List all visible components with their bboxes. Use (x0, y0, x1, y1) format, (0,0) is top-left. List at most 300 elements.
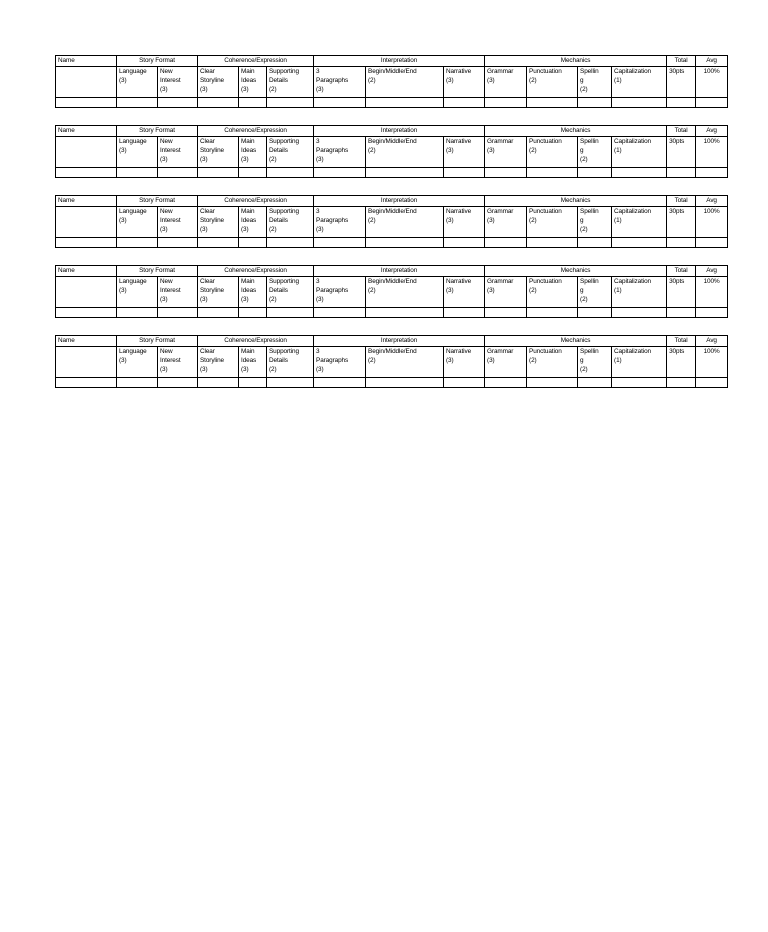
criterion-text: (1) (614, 287, 622, 294)
total-points: 30pts (669, 138, 685, 145)
score-entry-cell[interactable] (612, 98, 667, 108)
criterion-text: (3) (241, 296, 249, 303)
score-entry-cell[interactable] (117, 168, 158, 178)
name-header (56, 266, 117, 277)
score-entry-cell[interactable] (696, 308, 728, 318)
criterion-text: (2) (529, 77, 537, 84)
avg-header (696, 126, 728, 137)
criterion-cell (444, 207, 485, 238)
rubric-table (55, 195, 728, 248)
criterion-text: Main (241, 208, 255, 215)
criterion-text: (3) (200, 296, 208, 303)
score-entry-cell[interactable] (444, 98, 485, 108)
score-entry-cell[interactable] (578, 168, 612, 178)
total-header (667, 196, 696, 207)
criterion-cell (198, 207, 239, 238)
criterion-text: Ideas (241, 147, 257, 154)
score-entry-cell[interactable] (667, 308, 696, 318)
score-entry-cell[interactable] (366, 168, 444, 178)
criterion-cell (117, 207, 158, 238)
criterion-text: (3) (241, 366, 249, 373)
score-entry-cell[interactable] (198, 378, 239, 388)
criterion-text: (3) (487, 357, 495, 364)
score-entry-cell[interactable] (267, 308, 314, 318)
name-cell[interactable] (56, 207, 117, 238)
score-entry-cell[interactable] (612, 168, 667, 178)
story-format-header (117, 196, 198, 207)
avg-percent: 100% (703, 348, 720, 355)
total-label: Total (674, 57, 688, 64)
criterion-text: Storyline (200, 147, 224, 154)
score-entry-cell[interactable] (239, 168, 267, 178)
criterion-text: 3 (316, 348, 320, 355)
criterion-text: Capitalization (614, 208, 652, 215)
avg-header (696, 56, 728, 67)
mechanics-header (485, 196, 667, 207)
coherence-header (198, 196, 314, 207)
criterion-cell (366, 347, 444, 378)
criterion-cell (314, 67, 366, 98)
avg-header (696, 196, 728, 207)
avg-label: Avg (706, 337, 717, 344)
criterion-cell (485, 277, 527, 308)
criterion-text: (2) (368, 217, 376, 224)
criterion-cell (612, 207, 667, 238)
criterion-text: Spellin (580, 348, 599, 355)
score-entry-cell[interactable] (56, 168, 117, 178)
story-format-header (117, 336, 198, 347)
score-entry-cell[interactable] (527, 308, 578, 318)
score-entry-cell[interactable] (696, 238, 728, 248)
story-format-label: Story Format (139, 337, 175, 344)
criterion-text: Storyline (200, 217, 224, 224)
criterion-text: Clear (200, 208, 215, 215)
criterion-text: (3) (200, 156, 208, 163)
avg-label: Avg (706, 197, 717, 204)
criterion-text: (3) (241, 226, 249, 233)
criterion-cell (527, 347, 578, 378)
criterion-text: Ideas (241, 217, 257, 224)
criterion-text: (2) (580, 296, 588, 303)
score-entry-cell[interactable] (578, 238, 612, 248)
criterion-text: (3) (316, 226, 324, 233)
avg-header (696, 336, 728, 347)
score-entry-cell[interactable] (314, 238, 366, 248)
interpretation-label: Interpretation (380, 127, 418, 134)
criterion-text: Begin/Middle/End (368, 68, 417, 75)
criterion-cell (444, 67, 485, 98)
score-entry-cell[interactable] (444, 308, 485, 318)
coherence-header (198, 266, 314, 277)
criterion-text: (2) (580, 226, 588, 233)
score-entry-cell[interactable] (239, 378, 267, 388)
criterion-text: Main (241, 348, 255, 355)
total-label: Total (674, 267, 688, 274)
criterion-text: (3) (160, 86, 168, 93)
interpretation-header (314, 126, 485, 137)
criterion-text: (1) (614, 147, 622, 154)
name-cell[interactable] (56, 277, 117, 308)
score-entry-cell[interactable] (444, 238, 485, 248)
criterion-cell (578, 207, 612, 238)
score-entry-cell[interactable] (612, 238, 667, 248)
criterion-text: Capitalization (614, 68, 652, 75)
score-entry-cell[interactable] (158, 98, 198, 108)
criterion-text: (3) (160, 296, 168, 303)
total-header (667, 126, 696, 137)
score-entry-cell[interactable] (117, 238, 158, 248)
criterion-text: Punctuation (529, 278, 562, 285)
mechanics-header (485, 126, 667, 137)
story-format-header (117, 266, 198, 277)
criterion-text: Begin/Middle/End (368, 138, 417, 145)
coherence-label: Coherence/Expression (224, 337, 287, 344)
criterion-text: (3) (241, 156, 249, 163)
criterion-cell (117, 67, 158, 98)
story-format-label: Story Format (139, 197, 175, 204)
criterion-text: Paragraphs (316, 357, 349, 364)
criterion-text: (2) (269, 296, 277, 303)
criterion-text: Ideas (241, 77, 257, 84)
score-entry-cell[interactable] (158, 378, 198, 388)
score-entry-cell[interactable] (696, 98, 728, 108)
avg-label: Avg (706, 57, 717, 64)
criterion-text: (3) (119, 287, 127, 294)
criterion-text: Grammar (487, 208, 514, 215)
avg-percent-cell (696, 67, 728, 98)
criterion-cell (366, 277, 444, 308)
name-cell[interactable] (56, 67, 117, 98)
mechanics-label: Mechanics (560, 197, 591, 204)
criterion-cell (267, 347, 314, 378)
interpretation-header (314, 196, 485, 207)
score-entry-cell[interactable] (366, 378, 444, 388)
criterion-text: (2) (269, 156, 277, 163)
mechanics-label: Mechanics (560, 127, 591, 134)
score-entry-cell[interactable] (314, 308, 366, 318)
criterion-text: (3) (160, 366, 168, 373)
criterion-text: (3) (200, 86, 208, 93)
score-entry-cell[interactable] (366, 238, 444, 248)
score-entry-cell[interactable] (158, 238, 198, 248)
criterion-cell (527, 137, 578, 168)
criterion-text: Details (269, 357, 288, 364)
score-entry-cell[interactable] (612, 308, 667, 318)
score-entry-cell[interactable] (117, 308, 158, 318)
criterion-text: Spellin (580, 208, 599, 215)
interpretation-label: Interpretation (380, 57, 418, 64)
criterion-text: Storyline (200, 357, 224, 364)
score-entry-cell[interactable] (314, 378, 366, 388)
criterion-cell (158, 347, 198, 378)
score-entry-cell[interactable] (158, 168, 198, 178)
coherence-label: Coherence/Expression (224, 57, 287, 64)
score-entry-cell[interactable] (696, 378, 728, 388)
total-points-cell (667, 207, 696, 238)
criterion-cell (366, 67, 444, 98)
criterion-cell (198, 67, 239, 98)
name-header (56, 196, 117, 207)
score-entry-cell[interactable] (117, 378, 158, 388)
criterion-text: Details (269, 287, 288, 294)
criterion-cell (444, 347, 485, 378)
coherence-header (198, 336, 314, 347)
avg-percent: 100% (703, 278, 720, 285)
avg-percent-cell (696, 137, 728, 168)
mechanics-header (485, 56, 667, 67)
criterion-text: Narrative (446, 68, 472, 75)
criterion-text: Clear (200, 278, 215, 285)
score-entry-cell[interactable] (366, 308, 444, 318)
score-entry-cell[interactable] (198, 308, 239, 318)
criterion-text: Supporting (269, 348, 299, 355)
criterion-text: Paragraphs (316, 77, 349, 84)
criterion-text: Storyline (200, 77, 224, 84)
criterion-text: (2) (580, 366, 588, 373)
name-label: Name (58, 337, 75, 344)
criterion-cell (198, 137, 239, 168)
criterion-text: Interest (160, 77, 181, 84)
story-format-label: Story Format (139, 267, 175, 274)
criterion-cell (158, 67, 198, 98)
score-entry-cell[interactable] (239, 238, 267, 248)
criterion-text: Punctuation (529, 68, 562, 75)
criterion-cell (158, 277, 198, 308)
criterion-text: Spellin (580, 278, 599, 285)
criterion-cell (527, 277, 578, 308)
criterion-cell (117, 137, 158, 168)
score-entry-cell[interactable] (444, 378, 485, 388)
score-entry-cell[interactable] (267, 238, 314, 248)
criterion-text: (3) (487, 287, 495, 294)
criterion-text: Language (119, 138, 147, 145)
criterion-text: (3) (446, 287, 454, 294)
score-entry-cell[interactable] (485, 378, 527, 388)
name-label: Name (58, 197, 75, 204)
score-entry-cell[interactable] (267, 378, 314, 388)
score-entry-cell[interactable] (485, 98, 527, 108)
coherence-label: Coherence/Expression (224, 267, 287, 274)
avg-percent: 100% (703, 138, 720, 145)
criterion-text: Interest (160, 357, 181, 364)
interpretation-label: Interpretation (380, 197, 418, 204)
criterion-text: (3) (487, 77, 495, 84)
criterion-text: (3) (200, 226, 208, 233)
total-label: Total (674, 337, 688, 344)
criterion-text: Spellin (580, 138, 599, 145)
score-entry-cell[interactable] (667, 98, 696, 108)
score-entry-cell[interactable] (527, 98, 578, 108)
criterion-text: (2) (368, 287, 376, 294)
score-entry-cell[interactable] (667, 168, 696, 178)
criterion-text: Begin/Middle/End (368, 278, 417, 285)
name-cell[interactable] (56, 137, 117, 168)
score-entry-cell[interactable] (267, 98, 314, 108)
criterion-text: Narrative (446, 208, 472, 215)
mechanics-header (485, 266, 667, 277)
criterion-text: Supporting (269, 208, 299, 215)
criterion-cell (612, 277, 667, 308)
total-header (667, 336, 696, 347)
criterion-text: New (160, 348, 173, 355)
criterion-text: (3) (160, 156, 168, 163)
criterion-text: (2) (269, 366, 277, 373)
criterion-cell (527, 67, 578, 98)
interpretation-label: Interpretation (380, 337, 418, 344)
criterion-text: Grammar (487, 68, 514, 75)
score-entry-cell[interactable] (485, 168, 527, 178)
score-entry-cell[interactable] (117, 98, 158, 108)
total-points-cell (667, 277, 696, 308)
score-entry-cell[interactable] (198, 98, 239, 108)
score-entry-cell[interactable] (485, 308, 527, 318)
name-header (56, 126, 117, 137)
score-entry-cell[interactable] (239, 308, 267, 318)
criterion-cell (239, 207, 267, 238)
criterion-text: Language (119, 68, 147, 75)
story-format-header (117, 126, 198, 137)
score-entry-cell[interactable] (667, 378, 696, 388)
score-entry-cell[interactable] (485, 238, 527, 248)
criterion-text: Paragraphs (316, 147, 349, 154)
avg-percent-cell (696, 347, 728, 378)
score-entry-cell[interactable] (56, 238, 117, 248)
criterion-text: Interest (160, 217, 181, 224)
name-label: Name (58, 57, 75, 64)
criterion-cell (117, 347, 158, 378)
avg-percent: 100% (703, 208, 720, 215)
criterion-text: g (580, 77, 584, 84)
criterion-cell (239, 137, 267, 168)
interpretation-header (314, 336, 485, 347)
rubric-table (55, 125, 728, 178)
criterion-cell (612, 347, 667, 378)
score-entry-cell[interactable] (612, 378, 667, 388)
interpretation-label: Interpretation (380, 267, 418, 274)
criterion-cell (444, 277, 485, 308)
criterion-text: Details (269, 217, 288, 224)
criterion-text: (2) (529, 357, 537, 364)
total-label: Total (674, 127, 688, 134)
score-entry-cell[interactable] (198, 168, 239, 178)
score-entry-cell[interactable] (314, 168, 366, 178)
criterion-text: Punctuation (529, 348, 562, 355)
criterion-text: (2) (368, 357, 376, 364)
coherence-header (198, 126, 314, 137)
criterion-text: Clear (200, 68, 215, 75)
criterion-text: (3) (241, 86, 249, 93)
criterion-text: Main (241, 68, 255, 75)
criterion-text: Language (119, 348, 147, 355)
criterion-text: (3) (160, 226, 168, 233)
criterion-text: Paragraphs (316, 287, 349, 294)
total-points: 30pts (669, 348, 685, 355)
criterion-text: (3) (446, 147, 454, 154)
score-entry-cell[interactable] (578, 378, 612, 388)
score-entry-cell[interactable] (696, 168, 728, 178)
score-entry-cell[interactable] (578, 308, 612, 318)
total-header (667, 56, 696, 67)
criterion-text: Supporting (269, 278, 299, 285)
total-points: 30pts (669, 68, 685, 75)
criterion-cell (578, 277, 612, 308)
avg-label: Avg (706, 267, 717, 274)
score-entry-cell[interactable] (239, 98, 267, 108)
criterion-text: New (160, 208, 173, 215)
interpretation-header (314, 56, 485, 67)
criterion-cell (158, 137, 198, 168)
score-entry-cell[interactable] (527, 238, 578, 248)
score-entry-cell[interactable] (56, 308, 117, 318)
mechanics-label: Mechanics (560, 337, 591, 344)
criterion-text: Spellin (580, 68, 599, 75)
score-entry-cell[interactable] (667, 238, 696, 248)
score-entry-cell[interactable] (56, 378, 117, 388)
score-entry-cell[interactable] (527, 168, 578, 178)
criterion-text: Language (119, 278, 147, 285)
score-entry-cell[interactable] (314, 98, 366, 108)
criterion-text: Interest (160, 287, 181, 294)
criterion-text: (3) (446, 217, 454, 224)
total-points-cell (667, 137, 696, 168)
criterion-text: (3) (446, 357, 454, 364)
criterion-cell (314, 347, 366, 378)
score-entry-cell[interactable] (267, 168, 314, 178)
coherence-header (198, 56, 314, 67)
name-header (56, 56, 117, 67)
criterion-text: (3) (316, 86, 324, 93)
criterion-text: New (160, 138, 173, 145)
criterion-text: (2) (529, 287, 537, 294)
rubric-table (55, 55, 728, 108)
criterion-text: Narrative (446, 138, 472, 145)
criterion-cell (314, 137, 366, 168)
avg-percent-cell (696, 207, 728, 238)
score-entry-cell[interactable] (366, 98, 444, 108)
criterion-text: (1) (614, 357, 622, 364)
criterion-cell (485, 347, 527, 378)
total-label: Total (674, 197, 688, 204)
score-entry-cell[interactable] (198, 238, 239, 248)
criterion-cell (267, 67, 314, 98)
avg-label: Avg (706, 127, 717, 134)
criterion-text: Grammar (487, 138, 514, 145)
criterion-text: (3) (316, 296, 324, 303)
criterion-cell (578, 347, 612, 378)
criterion-text: (2) (580, 156, 588, 163)
criterion-text: Supporting (269, 68, 299, 75)
coherence-label: Coherence/Expression (224, 197, 287, 204)
score-entry-cell[interactable] (158, 308, 198, 318)
score-entry-cell[interactable] (527, 378, 578, 388)
name-cell[interactable] (56, 347, 117, 378)
criterion-text: (2) (529, 147, 537, 154)
name-label: Name (58, 267, 75, 274)
criterion-text: 3 (316, 68, 320, 75)
score-entry-cell[interactable] (578, 98, 612, 108)
criterion-text: New (160, 278, 173, 285)
criterion-text: (2) (269, 86, 277, 93)
criterion-cell (485, 207, 527, 238)
criterion-cell (314, 277, 366, 308)
story-format-label: Story Format (139, 57, 175, 64)
score-entry-cell[interactable] (444, 168, 485, 178)
criterion-text: 3 (316, 138, 320, 145)
score-entry-cell[interactable] (56, 98, 117, 108)
criterion-cell (314, 207, 366, 238)
avg-header (696, 266, 728, 277)
criterion-text: Grammar (487, 348, 514, 355)
